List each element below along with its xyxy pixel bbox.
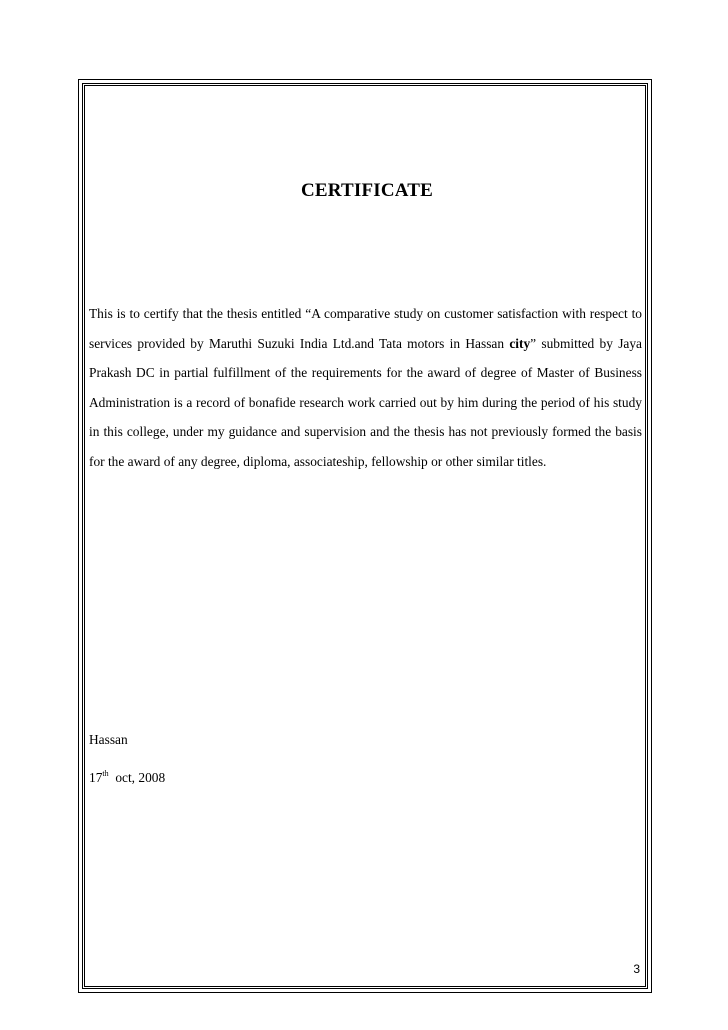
date-day-suffix: th	[102, 769, 109, 778]
date-rest: oct, 2008	[108, 770, 166, 785]
page-border-inner	[82, 83, 648, 989]
paragraph-bold-word: city	[509, 335, 531, 351]
place-label: Hassan	[89, 732, 128, 747]
paragraph-text-part1: This is to certify that the thesis entitled “A comparative study on customer satisfaction with respect to services provided by Maruthi Suzuki India Ltd.and Tata motors in Hassan	[89, 306, 642, 351]
date-day: 17	[89, 770, 103, 785]
date-line	[89, 769, 165, 786]
page-number: 3	[633, 962, 640, 976]
certificate-paragraph	[89, 299, 642, 476]
paragraph-text-part2: ” submitted by Jaya Prakash DC in partial fulfillment of the requirements for the award of degree of Master of Business Administration is a record of bonafide research work carried out by him during the period of his study in this college, under my guidance and supervision and the thesis has not previously formed the basis for the award of any degree, diploma, associateship, fellowship or other similar titles.	[89, 335, 642, 469]
certificate-title: CERTIFICATE	[300, 180, 434, 201]
